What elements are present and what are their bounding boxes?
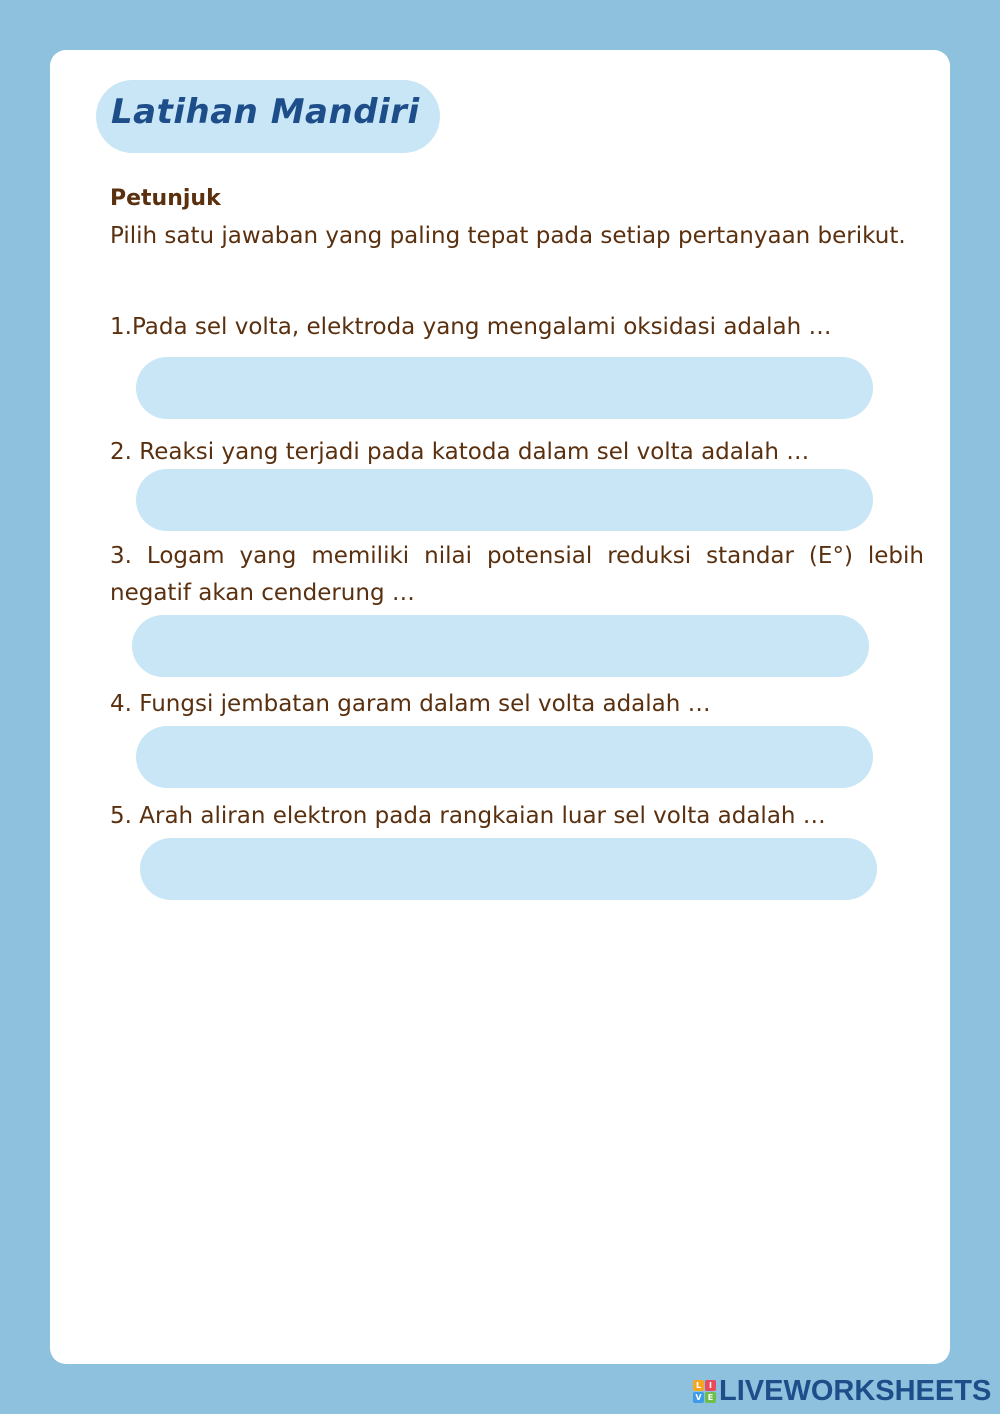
liveworksheets-logo-icon [693,1380,716,1403]
worksheet-title: Latihan Mandiri [111,92,420,132]
logo-letter-v: V [693,1392,704,1403]
answer-5-input[interactable] [140,838,877,900]
liveworksheets-brand[interactable] [693,1376,991,1406]
question-5-text: 5. Arah aliran elektron pada rangkaian luar sel volta adalah … [110,803,826,829]
title-banner [96,80,440,153]
question-1-text: 1.Pada sel volta, elektroda yang mengalami oksidasi adalah … [110,314,832,340]
worksheet-page [50,50,950,1364]
instructions-heading: Petunjuk [110,186,221,211]
answer-2-input[interactable] [136,469,873,531]
question-3-text: 3. Logam yang memiliki nilai potensial reduksi standar (E°) lebih negatif akan cenderung … [110,543,924,606]
logo-letter-i: I [705,1380,716,1391]
logo-letter-l: L [693,1380,704,1391]
logo-letter-e: E [705,1392,716,1403]
question-2-text: 2. Reaksi yang terjadi pada katoda dalam sel volta adalah … [110,439,810,465]
brand-name: LIVEWORKSHEETS [719,1374,992,1407]
answer-3-input[interactable] [132,615,869,677]
instructions-body: Pilih satu jawaban yang paling tepat pada setiap pertanyaan berikut. [110,223,906,249]
answer-1-input[interactable] [136,357,873,419]
answer-4-input[interactable] [136,726,873,788]
question-4-text: 4. Fungsi jembatan garam dalam sel volta adalah … [110,691,711,717]
